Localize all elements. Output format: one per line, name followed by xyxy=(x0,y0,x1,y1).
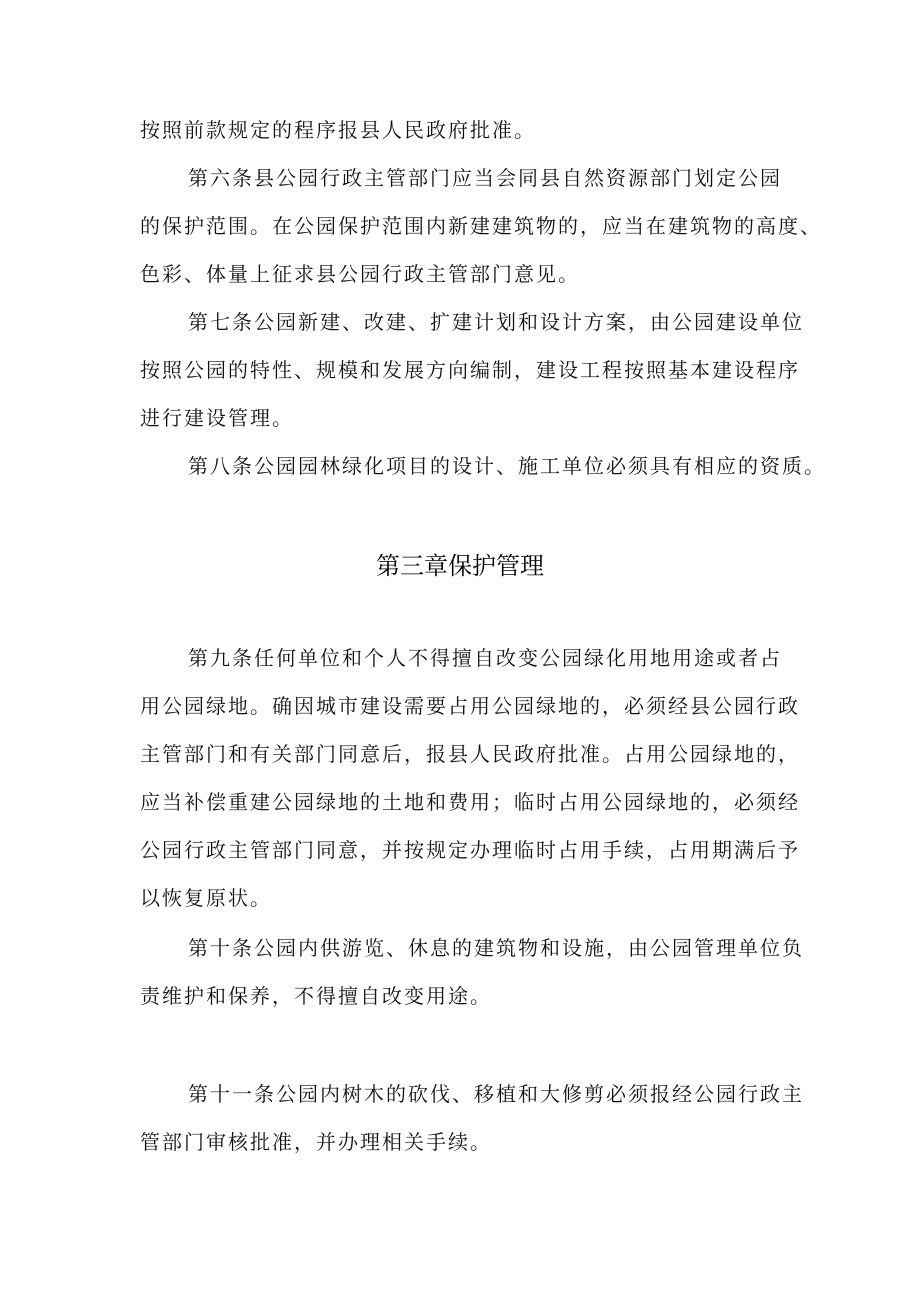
article-9-line-3: 主管部门和有关部门同意后，报县人民政府批准。占用公园绿地的， xyxy=(140,742,800,766)
article-7-line-1: 第七条公园新建、改建、扩建计划和设计方案，由公园建设单位 xyxy=(188,310,804,334)
article-11-line-1: 第十一条公园内树木的砍伐、移植和大修剪必须报经公园行政主 xyxy=(188,1082,804,1106)
article-9-line-1: 第九条任何单位和个人不得擅自改变公园绿化用地用途或者占 xyxy=(188,646,782,670)
article-10-line-2: 责维护和保养，不得擅自改变用途。 xyxy=(140,984,492,1008)
article-6-line-3: 色彩、体量上征求县公园行政主管部门意见。 xyxy=(140,262,580,286)
article-9-line-6: 以恢复原状。 xyxy=(140,886,272,910)
article-7-line-3: 进行建设管理。 xyxy=(140,406,294,430)
article-7-line-2: 按照公园的特性、规模和发展方向编制，建设工程按照基本建设程序 xyxy=(140,358,800,382)
article-6-line-1: 第六条县公园行政主管部门应当会同县自然资源部门划定公园 xyxy=(188,166,782,190)
text-line: 按照前款规定的程序报县人民政府批准。 xyxy=(140,118,536,142)
article-6-line-2: 的保护范围。在公园保护范围内新建建筑物的，应当在建筑物的高度、 xyxy=(140,214,822,238)
chapter-heading: 第三章保护管理 xyxy=(376,552,544,580)
article-10-line-1: 第十条公园内供游览、休息的建筑物和设施，由公园管理单位负 xyxy=(188,936,804,960)
article-9-line-5: 公园行政主管部门同意，并按规定办理临时占用手续，占用期满后予 xyxy=(140,838,800,862)
article-8-line-1: 第八条公园园林绿化项目的设计、施工单位必须具有相应的资质。 xyxy=(188,454,826,478)
article-9-line-4: 应当补偿重建公园绿地的土地和费用；临时占用公园绿地的，必须经 xyxy=(140,790,800,814)
article-9-line-2: 用公园绿地。确因城市建设需要占用公园绿地的，必须经县公园行政 xyxy=(140,694,800,718)
article-11-line-2: 管部门审核批准，并办理相关手续。 xyxy=(140,1130,492,1154)
